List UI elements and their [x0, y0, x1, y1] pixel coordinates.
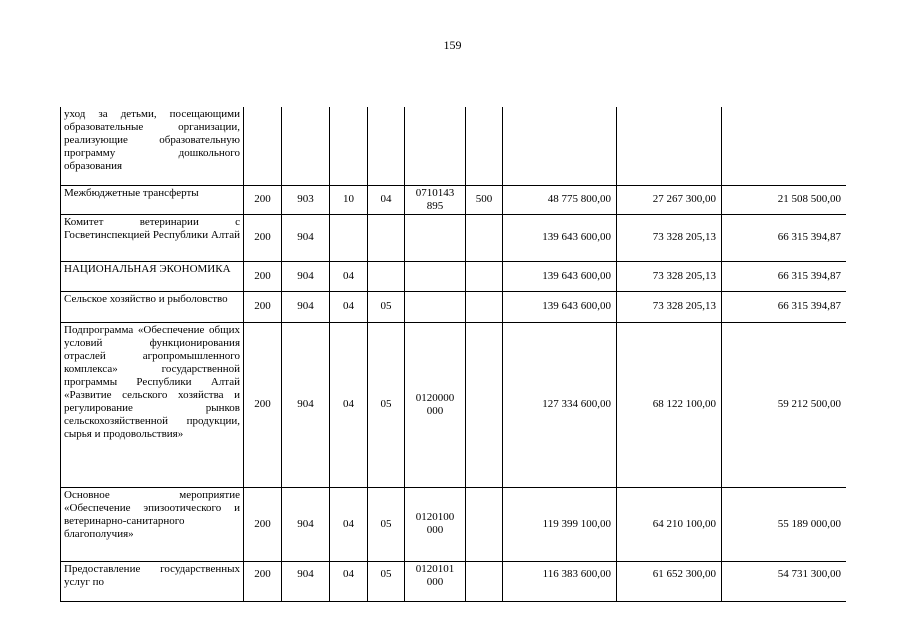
cell-csr — [405, 107, 466, 185]
table-row — [61, 214, 847, 261]
cell-sum-2: 61 652 300,00 — [617, 561, 722, 601]
cell-sum-1: 127 334 600,00 — [503, 322, 617, 487]
cell-sum-3: 55 189 000,00 — [722, 487, 847, 561]
cell-pr: 04 — [368, 185, 405, 214]
cell-csr — [405, 291, 466, 322]
cell-rz: 04 — [330, 487, 368, 561]
cell-ved: 904 — [282, 561, 330, 601]
row-name: НАЦИОНАЛЬНАЯ ЭКОНОМИКА — [61, 261, 244, 291]
cell-sum-1: 139 643 600,00 — [503, 214, 617, 261]
cell-sum-1: 116 383 600,00 — [503, 561, 617, 601]
cell-gr: 200 — [244, 261, 282, 291]
cell-ved: 904 — [282, 487, 330, 561]
cell-gr: 200 — [244, 214, 282, 261]
cell-sum-3: 66 315 394,87 — [722, 261, 847, 291]
table-row — [61, 322, 847, 487]
cell-ved — [282, 107, 330, 185]
cell-gr — [244, 107, 282, 185]
row-name: Основное мероприятие «Обеспечение эпизоотического и ветеринарно-санитарного благополучия» — [61, 487, 244, 561]
row-name: Предоставление государственных услуг по — [61, 561, 244, 601]
cell-csr: 0120000 000 — [405, 322, 466, 487]
row-name: Межбюджетные трансферты — [61, 185, 244, 214]
cell-gr: 200 — [244, 322, 282, 487]
cell-sum-2: 27 267 300,00 — [617, 185, 722, 214]
cell-gr: 200 — [244, 185, 282, 214]
cell-vr — [466, 107, 503, 185]
table-row — [61, 561, 847, 601]
row-name: Комитет ветеринарии с Госветинспекцией Республики Алтай — [61, 214, 244, 261]
table-row — [61, 261, 847, 291]
cell-pr — [368, 214, 405, 261]
cell-ved: 904 — [282, 261, 330, 291]
cell-rz: 04 — [330, 322, 368, 487]
cell-csr: 0120100 000 — [405, 487, 466, 561]
cell-sum-3: 21 508 500,00 — [722, 185, 847, 214]
cell-pr: 05 — [368, 487, 405, 561]
table-row — [61, 107, 847, 185]
cell-sum-2: 73 328 205,13 — [617, 291, 722, 322]
cell-sum-2: 73 328 205,13 — [617, 214, 722, 261]
cell-csr — [405, 214, 466, 261]
budget-table-body — [61, 107, 847, 601]
cell-sum-2: 68 122 100,00 — [617, 322, 722, 487]
cell-sum-3: 66 315 394,87 — [722, 214, 847, 261]
cell-vr — [466, 487, 503, 561]
cell-gr: 200 — [244, 291, 282, 322]
cell-sum-3 — [722, 107, 847, 185]
table-row — [61, 185, 847, 214]
page-number: 159 — [443, 38, 462, 52]
budget-table — [60, 107, 846, 602]
cell-gr: 200 — [244, 561, 282, 601]
cell-sum-3: 66 315 394,87 — [722, 291, 847, 322]
row-name: Сельское хозяйство и рыболовство — [61, 291, 244, 322]
cell-pr: 05 — [368, 291, 405, 322]
budget-table-container — [60, 107, 846, 640]
cell-pr — [368, 261, 405, 291]
cell-rz — [330, 214, 368, 261]
table-row — [61, 291, 847, 322]
cell-ved: 904 — [282, 322, 330, 487]
cell-vr — [466, 322, 503, 487]
cell-vr — [466, 214, 503, 261]
cell-gr: 200 — [244, 487, 282, 561]
cell-rz: 04 — [330, 291, 368, 322]
cell-pr — [368, 107, 405, 185]
cell-vr — [466, 261, 503, 291]
cell-csr: 0120101 000 — [405, 561, 466, 601]
cell-sum-3: 54 731 300,00 — [722, 561, 847, 601]
cell-pr: 05 — [368, 561, 405, 601]
cell-vr — [466, 561, 503, 601]
cell-sum-1: 139 643 600,00 — [503, 261, 617, 291]
cell-vr — [466, 291, 503, 322]
cell-rz — [330, 107, 368, 185]
cell-pr: 05 — [368, 322, 405, 487]
cell-sum-1: 119 399 100,00 — [503, 487, 617, 561]
cell-csr: 0710143 895 — [405, 185, 466, 214]
cell-sum-1: 48 775 800,00 — [503, 185, 617, 214]
cell-ved: 904 — [282, 214, 330, 261]
row-name: Подпрограмма «Обеспечение общих условий функционирования отраслей агропромышленного комплекса» государственной программы Республики Алтай «Развитие сельского хозяйства и регулирование рынков сельскохозяйственной продукции, сырья и продовольствия» — [61, 322, 244, 487]
cell-sum-2 — [617, 107, 722, 185]
cell-sum-2: 64 210 100,00 — [617, 487, 722, 561]
cell-csr — [405, 261, 466, 291]
table-row — [61, 487, 847, 561]
cell-vr: 500 — [466, 185, 503, 214]
cell-sum-1 — [503, 107, 617, 185]
cell-sum-2: 73 328 205,13 — [617, 261, 722, 291]
cell-rz: 04 — [330, 261, 368, 291]
cell-sum-1: 139 643 600,00 — [503, 291, 617, 322]
cell-sum-3: 59 212 500,00 — [722, 322, 847, 487]
cell-ved: 904 — [282, 291, 330, 322]
row-name: уход за детьми, посещающими образовательные организации, реализующие образовательную программу дошкольного образования — [61, 107, 244, 185]
cell-ved: 903 — [282, 185, 330, 214]
cell-rz: 10 — [330, 185, 368, 214]
cell-rz: 04 — [330, 561, 368, 601]
